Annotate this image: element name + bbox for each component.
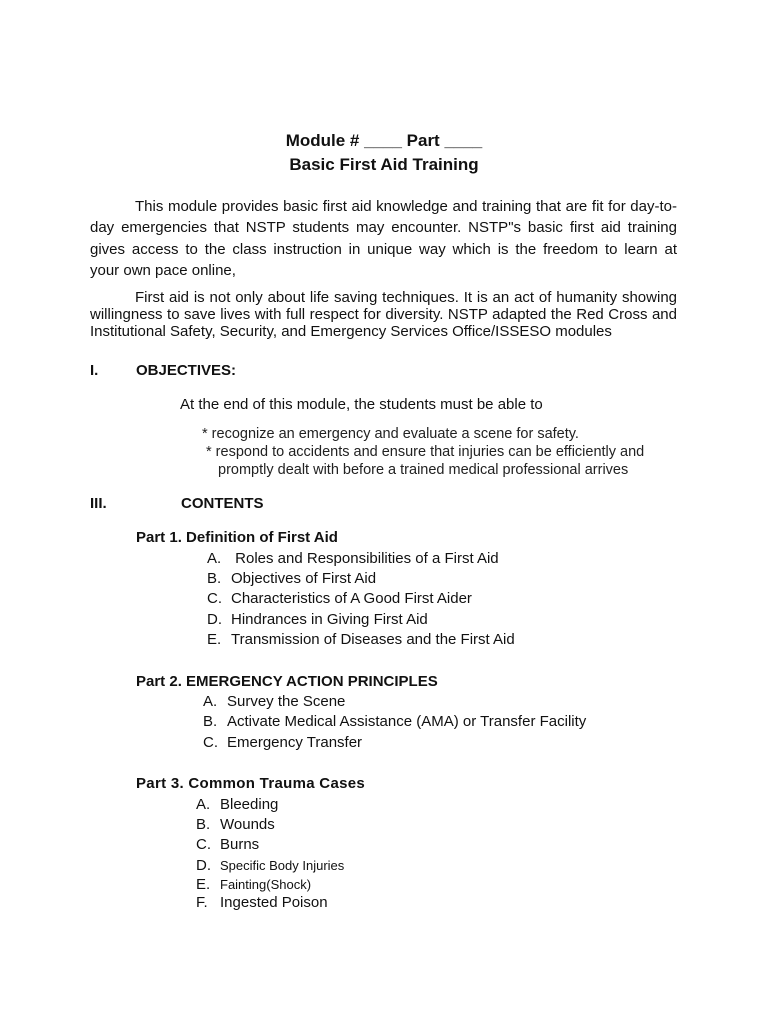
list-item-letter: D. bbox=[196, 857, 211, 874]
list-item-letter: E. bbox=[207, 631, 222, 648]
list-item bbox=[196, 816, 275, 833]
list-item-text: Ingested Poison bbox=[220, 894, 328, 911]
list-item bbox=[196, 796, 278, 813]
list-item-letter: E. bbox=[196, 876, 211, 893]
module-title: Module # ____ Part ____ bbox=[285, 131, 483, 150]
objectives-numeral: I. bbox=[90, 362, 99, 379]
intro-paragraph-1-line: day emergencies that NSTP students may encounter. NSTP"s basic first aid training bbox=[90, 219, 677, 237]
list-item bbox=[196, 857, 344, 874]
list-item-text: Wounds bbox=[220, 816, 275, 833]
list-item-letter: A. bbox=[203, 693, 218, 710]
list-item bbox=[207, 631, 515, 648]
list-item bbox=[203, 734, 362, 751]
objective-bullet-continuation: promptly dealt with before a trained medical professional arrives bbox=[218, 462, 629, 478]
list-item bbox=[207, 590, 472, 607]
list-item-letter: D. bbox=[207, 611, 222, 628]
list-item-text: Emergency Transfer bbox=[227, 734, 363, 751]
list-item-letter: A. bbox=[196, 796, 211, 813]
list-item-text: Bleeding bbox=[220, 796, 279, 813]
list-item-text: Hindrances in Giving First Aid bbox=[231, 611, 428, 628]
list-item-text: Roles and Responsibilities of a First Aid bbox=[231, 550, 499, 567]
list-item bbox=[207, 611, 428, 628]
list-item-letter: C. bbox=[196, 836, 211, 853]
contents-heading: CONTENTS bbox=[181, 495, 264, 512]
list-item-text: Objectives of First Aid bbox=[231, 570, 377, 587]
part-2-title: Part 2. EMERGENCY ACTION PRINCIPLES bbox=[136, 673, 438, 690]
intro-paragraph-1-line: gives access to the class instruction in unique way which is the freedom to learn at bbox=[90, 240, 677, 258]
objectives-lead: At the end of this module, the students must be able to bbox=[180, 396, 543, 413]
list-item-text: Burns bbox=[220, 836, 260, 853]
list-item-letter: B. bbox=[207, 570, 222, 587]
list-item-letter: B. bbox=[196, 816, 211, 833]
list-item bbox=[203, 693, 345, 710]
list-item bbox=[207, 550, 499, 567]
list-item bbox=[203, 713, 586, 730]
intro-paragraph-2-line: willingness to save lives with full respect for diversity. NSTP adapted the Red Cross and bbox=[90, 306, 677, 323]
list-item-text: Survey the Scene bbox=[227, 693, 346, 710]
module-subtitle: Basic First Aid Training bbox=[289, 155, 479, 174]
intro-paragraph-2-line: Institutional Safety, Security, and Emergency Services Office/ISSESO modules bbox=[90, 323, 612, 340]
list-item-text: Activate Medical Assistance (AMA) or Transfer Facility bbox=[227, 713, 587, 730]
list-item bbox=[196, 894, 328, 911]
part-1-title: Part 1. Definition of First Aid bbox=[136, 529, 338, 546]
objective-bullet: * respond to accidents and ensure that injuries can be efficiently and bbox=[206, 444, 645, 460]
intro-paragraph-1-line: This module provides basic first aid knowledge and training that are fit for day-to- bbox=[135, 198, 677, 215]
intro-paragraph-2 bbox=[90, 289, 677, 340]
list-item-text: Specific Body Injuries bbox=[220, 858, 345, 873]
list-item bbox=[207, 570, 376, 587]
list-item-letter: A. bbox=[207, 550, 222, 567]
list-item-text: Fainting(Shock) bbox=[220, 877, 312, 892]
list-item-letter: C. bbox=[203, 734, 218, 751]
list-item-letter: B. bbox=[203, 713, 218, 730]
list-item-text: Characteristics of A Good First Aider bbox=[231, 590, 472, 607]
intro-paragraph-2-line: First aid is not only about life saving techniques. It is an act of humanity showing bbox=[135, 289, 677, 306]
objective-bullet: * recognize an emergency and evaluate a scene for safety. bbox=[202, 426, 579, 442]
list-item bbox=[196, 876, 311, 893]
part-3-title: Part 3. Common Trauma Cases bbox=[136, 775, 366, 792]
list-item-letter: C. bbox=[207, 590, 222, 607]
intro-paragraph-1 bbox=[90, 196, 677, 281]
objectives-heading: OBJECTIVES: bbox=[136, 362, 237, 379]
list-item bbox=[196, 836, 259, 853]
list-item-letter: F. bbox=[196, 894, 208, 911]
contents-numeral: III. bbox=[90, 495, 107, 512]
intro-paragraph-1-line: your own pace online, bbox=[90, 261, 236, 279]
list-item-text: Transmission of Diseases and the First Aid bbox=[231, 631, 515, 648]
